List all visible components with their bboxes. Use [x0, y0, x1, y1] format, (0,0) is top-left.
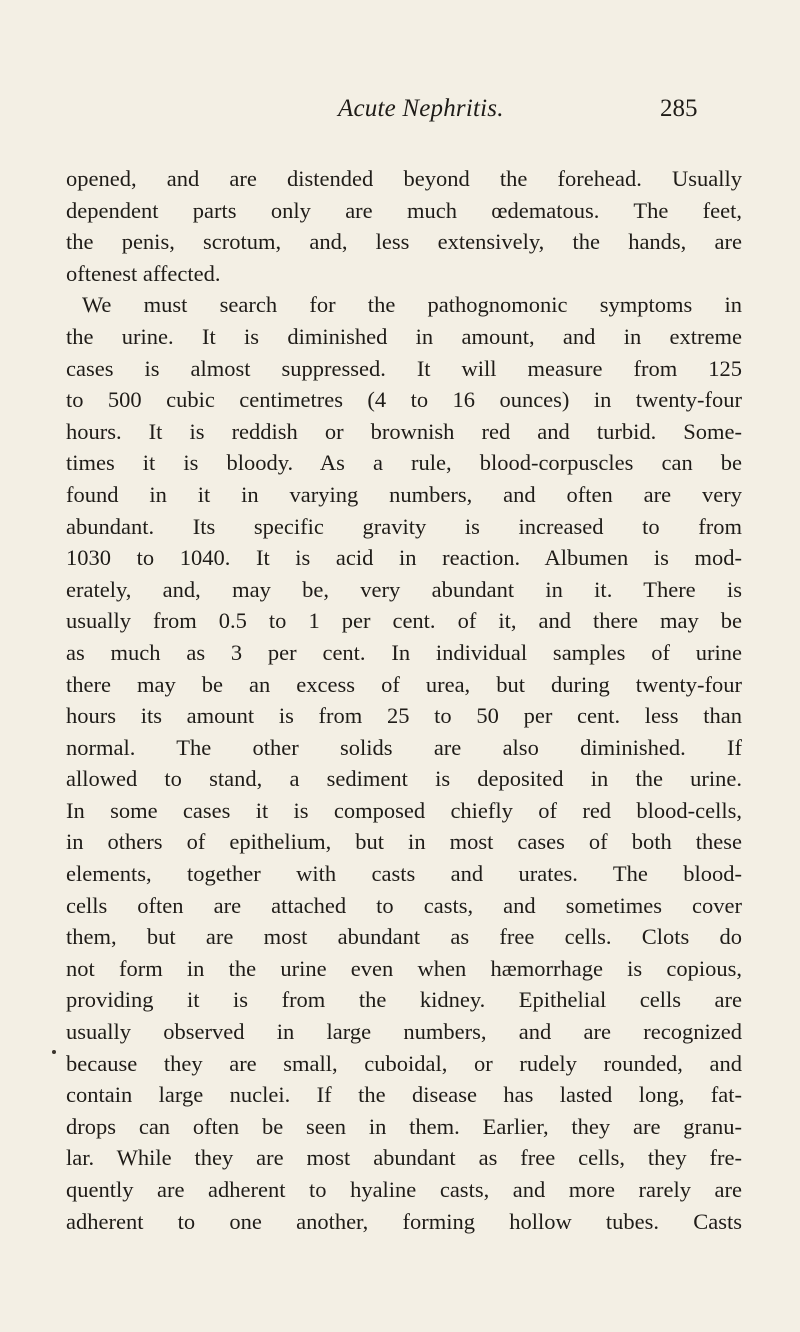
text-line: allowed to stand, a sediment is deposited in the urine. [66, 766, 742, 792]
text-line: In some cases it is composed chiefly of red blood-cells, [66, 797, 742, 823]
text-line: cells often are attached to casts, and sometimes cover [66, 892, 742, 918]
text-line: hours. It is reddish or brownish red and turbid. Some- [66, 418, 742, 444]
running-title: Acute Nephritis. [338, 95, 504, 122]
text-line: found in it in varying numbers, and often are very [66, 481, 742, 507]
text-line: dependent parts only are much œdematous. The feet, [66, 197, 742, 223]
body-text [66, 163, 742, 1237]
text-line: because they are small, cuboidal, or rudely rounded, and [66, 1050, 742, 1076]
text-line: We must search for the pathognomonic symptoms in [82, 292, 742, 318]
text-line: contain large nuclei. If the disease has lasted long, fat- [66, 1082, 742, 1108]
text-line: not form in the urine even when hæmorrhage is copious, [66, 955, 742, 981]
text-line: normal. The other solids are also diminished. If [66, 734, 742, 760]
text-line: adherent to one another, forming hollow tubes. Casts [66, 1208, 742, 1234]
text-line: there may be an excess of urea, but during twenty-four [66, 671, 742, 697]
text-line: usually from 0.5 to 1 per cent. of it, and there may be [66, 608, 742, 634]
text-line: usually observed in large numbers, and are recognized [66, 1019, 742, 1045]
text-line: oftenest affected. [66, 260, 221, 286]
text-line: as much as 3 per cent. In individual samples of urine [66, 639, 742, 665]
margin-ink-mark [52, 1050, 56, 1054]
text-line: cases is almost suppressed. It will measure from 125 [66, 355, 742, 381]
text-line: in others of epithelium, but in most cases of both these [66, 829, 742, 855]
text-line: abundant. Its specific gravity is increased to from [66, 513, 742, 539]
text-line: drops can often be seen in them. Earlier, they are granu- [66, 1113, 742, 1139]
text-line: the penis, scrotum, and, less extensively, the hands, are [66, 229, 742, 255]
text-line: elements, together with casts and urates. The blood- [66, 861, 742, 887]
text-line: erately, and, may be, very abundant in it. There is [66, 576, 742, 602]
text-line: hours its amount is from 25 to 50 per cent. less than [66, 703, 742, 729]
page-number: 285 [660, 95, 698, 122]
text-line: lar. While they are most abundant as free cells, they fre- [66, 1145, 742, 1171]
text-line: opened, and are distended beyond the forehead. Usually [66, 166, 742, 191]
text-line: them, but are most abundant as free cells. Clots do [66, 924, 742, 950]
text-line: providing it is from the kidney. Epithelial cells are [66, 987, 742, 1013]
text-line: to 500 cubic centimetres (4 to 16 ounces) in twenty-four [66, 387, 742, 413]
text-line: the urine. It is diminished in amount, and in extreme [66, 323, 742, 349]
running-head [0, 95, 800, 131]
text-line: quently are adherent to hyaline casts, and more rarely are [66, 1177, 742, 1202]
text-line: times it is bloody. As a rule, blood-corpuscles can be [66, 450, 742, 476]
text-line: 1030 to 1040. It is acid in reaction. Albumen is mod- [66, 545, 742, 571]
